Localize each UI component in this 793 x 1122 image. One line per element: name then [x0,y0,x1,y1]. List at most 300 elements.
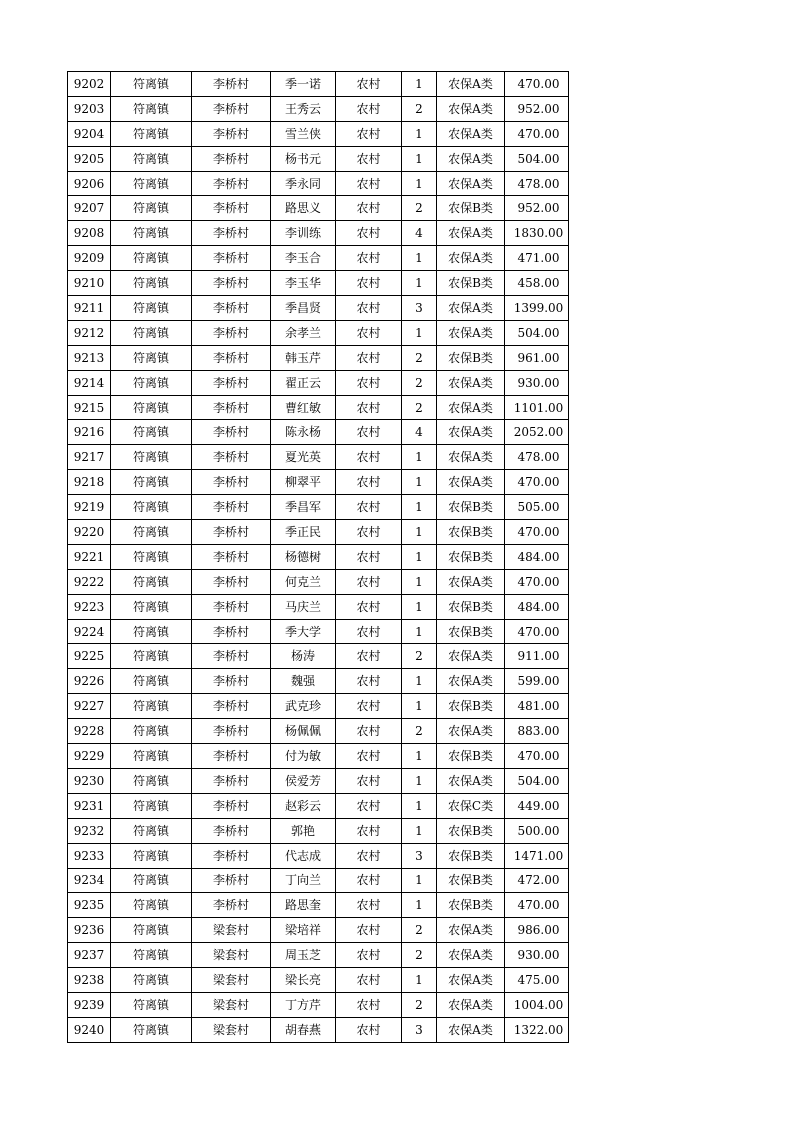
village-cell: 李桥村 [192,470,271,495]
village-cell: 梁套村 [192,943,271,968]
area-type-cell: 农村 [336,918,402,943]
amount-cell: 470.00 [505,744,569,769]
serial-number-cell: 9231 [68,793,111,818]
table-row [68,893,569,918]
household-count-cell: 3 [402,843,437,868]
serial-number-cell: 9234 [68,868,111,893]
area-type-cell: 农村 [336,768,402,793]
area-type-cell: 农村 [336,843,402,868]
name-cell: 陈永杨 [271,420,336,445]
village-cell: 李桥村 [192,121,271,146]
town-cell: 符离镇 [111,420,192,445]
name-cell: 季昌军 [271,495,336,520]
insurance-category-cell: 农保B类 [437,520,505,545]
table-row [68,818,569,843]
insurance-category-cell: 农保B类 [437,868,505,893]
insurance-category-cell: 农保A类 [437,146,505,171]
area-type-cell: 农村 [336,345,402,370]
amount-cell: 986.00 [505,918,569,943]
amount-cell: 505.00 [505,495,569,520]
area-type-cell: 农村 [336,445,402,470]
name-cell: 季正民 [271,520,336,545]
town-cell: 符离镇 [111,544,192,569]
name-cell: 雪兰侠 [271,121,336,146]
serial-number-cell: 9219 [68,495,111,520]
amount-cell: 1830.00 [505,221,569,246]
household-count-cell: 1 [402,495,437,520]
name-cell: 李训练 [271,221,336,246]
town-cell: 符离镇 [111,619,192,644]
area-type-cell: 农村 [336,320,402,345]
amount-cell: 1101.00 [505,395,569,420]
serial-number-cell: 9220 [68,520,111,545]
serial-number-cell: 9221 [68,544,111,569]
area-type-cell: 农村 [336,943,402,968]
insurance-category-cell: 农保B类 [437,694,505,719]
name-cell: 王秀云 [271,96,336,121]
serial-number-cell: 9237 [68,943,111,968]
table-row [68,868,569,893]
table-row [68,843,569,868]
town-cell: 符离镇 [111,843,192,868]
town-cell: 符离镇 [111,121,192,146]
village-cell: 李桥村 [192,644,271,669]
serial-number-cell: 9240 [68,1017,111,1042]
amount-cell: 478.00 [505,171,569,196]
table-row [68,594,569,619]
village-cell: 李桥村 [192,96,271,121]
serial-number-cell: 9213 [68,345,111,370]
town-cell: 符离镇 [111,644,192,669]
amount-cell: 1471.00 [505,843,569,868]
name-cell: 杨书元 [271,146,336,171]
area-type-cell: 农村 [336,719,402,744]
household-count-cell: 4 [402,221,437,246]
household-count-cell: 2 [402,395,437,420]
serial-number-cell: 9227 [68,694,111,719]
table-row [68,992,569,1017]
table-row [68,619,569,644]
amount-cell: 475.00 [505,968,569,993]
amount-cell: 478.00 [505,445,569,470]
name-cell: 曹红敏 [271,395,336,420]
serial-number-cell: 9238 [68,968,111,993]
name-cell: 何克兰 [271,569,336,594]
name-cell: 夏光英 [271,445,336,470]
town-cell: 符离镇 [111,943,192,968]
serial-number-cell: 9214 [68,370,111,395]
name-cell: 翟正云 [271,370,336,395]
table-row [68,793,569,818]
table-row [68,121,569,146]
village-cell: 李桥村 [192,196,271,221]
insurance-category-cell: 农保B类 [437,893,505,918]
village-cell: 李桥村 [192,520,271,545]
serial-number-cell: 9206 [68,171,111,196]
area-type-cell: 农村 [336,470,402,495]
village-cell: 李桥村 [192,146,271,171]
serial-number-cell: 9236 [68,918,111,943]
name-cell: 代志成 [271,843,336,868]
town-cell: 符离镇 [111,744,192,769]
serial-number-cell: 9223 [68,594,111,619]
town-cell: 符离镇 [111,495,192,520]
area-type-cell: 农村 [336,694,402,719]
serial-number-cell: 9212 [68,320,111,345]
area-type-cell: 农村 [336,992,402,1017]
serial-number-cell: 9230 [68,768,111,793]
village-cell: 李桥村 [192,495,271,520]
insurance-category-cell: 农保A类 [437,768,505,793]
town-cell: 符离镇 [111,992,192,1017]
name-cell: 李玉合 [271,246,336,271]
village-cell: 李桥村 [192,768,271,793]
amount-cell: 1004.00 [505,992,569,1017]
village-cell: 李桥村 [192,72,271,97]
area-type-cell: 农村 [336,246,402,271]
household-count-cell: 1 [402,569,437,594]
serial-number-cell: 9228 [68,719,111,744]
name-cell: 周玉芝 [271,943,336,968]
village-cell: 李桥村 [192,296,271,321]
household-count-cell: 2 [402,943,437,968]
insurance-category-cell: 农保A类 [437,370,505,395]
household-count-cell: 1 [402,669,437,694]
name-cell: 马庆兰 [271,594,336,619]
area-type-cell: 农村 [336,72,402,97]
town-cell: 符离镇 [111,569,192,594]
village-cell: 李桥村 [192,818,271,843]
household-count-cell: 1 [402,619,437,644]
serial-number-cell: 9207 [68,196,111,221]
table-row [68,395,569,420]
amount-cell: 500.00 [505,818,569,843]
table-row [68,271,569,296]
town-cell: 符离镇 [111,395,192,420]
village-cell: 李桥村 [192,619,271,644]
table-row [68,345,569,370]
area-type-cell: 农村 [336,893,402,918]
insurance-category-cell: 农保A类 [437,992,505,1017]
insurance-category-cell: 农保A类 [437,470,505,495]
village-cell: 梁套村 [192,918,271,943]
amount-cell: 449.00 [505,793,569,818]
household-count-cell: 1 [402,320,437,345]
town-cell: 符离镇 [111,470,192,495]
insurance-category-cell: 农保B类 [437,594,505,619]
village-cell: 李桥村 [192,694,271,719]
area-type-cell: 农村 [336,296,402,321]
table-row [68,694,569,719]
name-cell: 武克珍 [271,694,336,719]
insurance-category-cell: 农保A类 [437,569,505,594]
table-row [68,768,569,793]
area-type-cell: 农村 [336,96,402,121]
household-count-cell: 1 [402,893,437,918]
amount-cell: 2052.00 [505,420,569,445]
area-type-cell: 农村 [336,121,402,146]
town-cell: 符离镇 [111,445,192,470]
area-type-cell: 农村 [336,669,402,694]
name-cell: 季永同 [271,171,336,196]
insurance-category-cell: 农保B类 [437,345,505,370]
town-cell: 符离镇 [111,594,192,619]
village-cell: 李桥村 [192,246,271,271]
table-row [68,320,569,345]
household-count-cell: 1 [402,171,437,196]
area-type-cell: 农村 [336,1017,402,1042]
town-cell: 符离镇 [111,296,192,321]
household-count-cell: 4 [402,420,437,445]
household-count-cell: 3 [402,296,437,321]
amount-cell: 599.00 [505,669,569,694]
name-cell: 路思义 [271,196,336,221]
area-type-cell: 农村 [336,793,402,818]
name-cell: 魏强 [271,669,336,694]
town-cell: 符离镇 [111,171,192,196]
village-cell: 李桥村 [192,893,271,918]
table-row [68,495,569,520]
serial-number-cell: 9215 [68,395,111,420]
household-count-cell: 2 [402,719,437,744]
table-row [68,644,569,669]
insurance-category-cell: 农保A类 [437,121,505,146]
name-cell: 季大学 [271,619,336,644]
village-cell: 李桥村 [192,221,271,246]
village-cell: 李桥村 [192,719,271,744]
area-type-cell: 农村 [336,544,402,569]
name-cell: 杨德树 [271,544,336,569]
insurance-category-cell: 农保A类 [437,296,505,321]
insurance-category-cell: 农保A类 [437,1017,505,1042]
town-cell: 符离镇 [111,694,192,719]
serial-number-cell: 9235 [68,893,111,918]
village-cell: 梁套村 [192,992,271,1017]
serial-number-cell: 9204 [68,121,111,146]
serial-number-cell: 9233 [68,843,111,868]
amount-cell: 470.00 [505,569,569,594]
table-row [68,296,569,321]
town-cell: 符离镇 [111,96,192,121]
amount-cell: 484.00 [505,594,569,619]
serial-number-cell: 9216 [68,420,111,445]
name-cell: 路思奎 [271,893,336,918]
name-cell: 梁长亮 [271,968,336,993]
village-cell: 李桥村 [192,171,271,196]
table-row [68,470,569,495]
household-count-cell: 1 [402,793,437,818]
town-cell: 符离镇 [111,968,192,993]
table-row [68,744,569,769]
insurance-category-cell: 农保A类 [437,644,505,669]
insurance-category-cell: 农保B类 [437,818,505,843]
name-cell: 郭艳 [271,818,336,843]
name-cell: 侯爱芳 [271,768,336,793]
household-count-cell: 1 [402,246,437,271]
village-cell: 李桥村 [192,669,271,694]
amount-cell: 470.00 [505,520,569,545]
serial-number-cell: 9222 [68,569,111,594]
serial-number-cell: 9217 [68,445,111,470]
table-row [68,420,569,445]
village-cell: 梁套村 [192,968,271,993]
village-cell: 李桥村 [192,793,271,818]
amount-cell: 472.00 [505,868,569,893]
household-count-cell: 1 [402,470,437,495]
area-type-cell: 农村 [336,146,402,171]
insurance-category-cell: 农保B类 [437,843,505,868]
table-row [68,96,569,121]
table-row [68,1017,569,1042]
name-cell: 余孝兰 [271,320,336,345]
table-row [68,370,569,395]
village-cell: 李桥村 [192,843,271,868]
town-cell: 符离镇 [111,1017,192,1042]
amount-cell: 1322.00 [505,1017,569,1042]
amount-cell: 470.00 [505,470,569,495]
serial-number-cell: 9211 [68,296,111,321]
amount-cell: 471.00 [505,246,569,271]
table-row [68,569,569,594]
insurance-category-cell: 农保B类 [437,196,505,221]
town-cell: 符离镇 [111,768,192,793]
town-cell: 符离镇 [111,246,192,271]
table-row [68,171,569,196]
household-count-cell: 1 [402,72,437,97]
household-count-cell: 2 [402,992,437,1017]
insurance-category-cell: 农保B类 [437,495,505,520]
insurance-category-cell: 农保A类 [437,943,505,968]
village-cell: 李桥村 [192,370,271,395]
household-count-cell: 1 [402,594,437,619]
household-count-cell: 1 [402,744,437,769]
insurance-category-cell: 农保A类 [437,320,505,345]
area-type-cell: 农村 [336,420,402,445]
name-cell: 付为敏 [271,744,336,769]
town-cell: 符离镇 [111,72,192,97]
area-type-cell: 农村 [336,271,402,296]
town-cell: 符离镇 [111,221,192,246]
name-cell: 胡春燕 [271,1017,336,1042]
town-cell: 符离镇 [111,719,192,744]
village-cell: 李桥村 [192,569,271,594]
table-row [68,221,569,246]
insurance-category-cell: 农保A类 [437,918,505,943]
amount-cell: 470.00 [505,72,569,97]
household-count-cell: 2 [402,918,437,943]
amount-cell: 458.00 [505,271,569,296]
town-cell: 符离镇 [111,893,192,918]
household-count-cell: 1 [402,271,437,296]
area-type-cell: 农村 [336,495,402,520]
area-type-cell: 农村 [336,619,402,644]
table-row [68,246,569,271]
town-cell: 符离镇 [111,196,192,221]
insurance-category-cell: 农保B类 [437,744,505,769]
table-row [68,669,569,694]
serial-number-cell: 9218 [68,470,111,495]
insurance-category-cell: 农保A类 [437,719,505,744]
amount-cell: 911.00 [505,644,569,669]
household-count-cell: 1 [402,544,437,569]
name-cell: 杨佩佩 [271,719,336,744]
table-row [68,719,569,744]
household-count-cell: 1 [402,146,437,171]
household-count-cell: 1 [402,694,437,719]
serial-number-cell: 9239 [68,992,111,1017]
roster-table [67,71,569,1043]
area-type-cell: 农村 [336,395,402,420]
area-type-cell: 农村 [336,569,402,594]
household-count-cell: 1 [402,520,437,545]
area-type-cell: 农村 [336,644,402,669]
serial-number-cell: 9225 [68,644,111,669]
area-type-cell: 农村 [336,744,402,769]
table-row [68,918,569,943]
village-cell: 李桥村 [192,271,271,296]
village-cell: 李桥村 [192,744,271,769]
name-cell: 赵彩云 [271,793,336,818]
village-cell: 李桥村 [192,594,271,619]
table-row [68,445,569,470]
amount-cell: 952.00 [505,96,569,121]
table-row [68,544,569,569]
village-cell: 李桥村 [192,345,271,370]
household-count-cell: 1 [402,768,437,793]
household-count-cell: 2 [402,370,437,395]
village-cell: 李桥村 [192,544,271,569]
amount-cell: 470.00 [505,121,569,146]
amount-cell: 930.00 [505,370,569,395]
amount-cell: 504.00 [505,146,569,171]
amount-cell: 1399.00 [505,296,569,321]
insurance-category-cell: 农保A类 [437,395,505,420]
town-cell: 符离镇 [111,818,192,843]
insurance-category-cell: 农保A类 [437,420,505,445]
amount-cell: 961.00 [505,345,569,370]
area-type-cell: 农村 [336,594,402,619]
town-cell: 符离镇 [111,345,192,370]
village-cell: 李桥村 [192,320,271,345]
amount-cell: 930.00 [505,943,569,968]
household-count-cell: 1 [402,121,437,146]
village-cell: 李桥村 [192,868,271,893]
serial-number-cell: 9232 [68,818,111,843]
name-cell: 韩玉芹 [271,345,336,370]
serial-number-cell: 9229 [68,744,111,769]
town-cell: 符离镇 [111,918,192,943]
serial-number-cell: 9210 [68,271,111,296]
village-cell: 李桥村 [192,445,271,470]
serial-number-cell: 9208 [68,221,111,246]
insurance-category-cell: 农保B类 [437,619,505,644]
insurance-category-cell: 农保A类 [437,96,505,121]
serial-number-cell: 9205 [68,146,111,171]
table-row [68,943,569,968]
town-cell: 符离镇 [111,793,192,818]
name-cell: 丁方芹 [271,992,336,1017]
serial-number-cell: 9224 [68,619,111,644]
town-cell: 符离镇 [111,320,192,345]
village-cell: 梁套村 [192,1017,271,1042]
name-cell: 柳翠平 [271,470,336,495]
name-cell: 丁向兰 [271,868,336,893]
household-count-cell: 2 [402,196,437,221]
table-row [68,968,569,993]
insurance-category-cell: 农保A类 [437,669,505,694]
household-count-cell: 1 [402,968,437,993]
area-type-cell: 农村 [336,221,402,246]
